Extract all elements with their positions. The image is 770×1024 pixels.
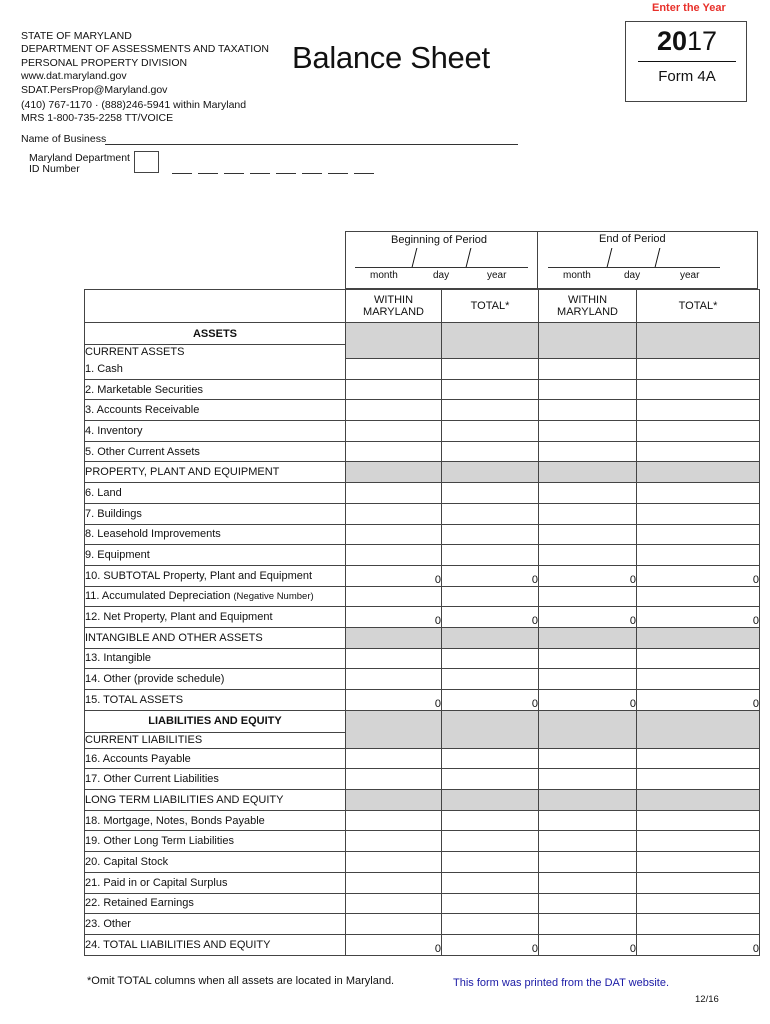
input-cell[interactable] [637, 545, 760, 566]
value-cell[interactable]: 0 [346, 690, 442, 711]
table-row [85, 421, 760, 442]
year-box [625, 21, 747, 102]
input-cell[interactable] [637, 872, 760, 893]
id-digit-slot[interactable] [276, 173, 296, 174]
end-year-label: year [680, 270, 700, 281]
dat-website-note[interactable]: This form was printed from the DAT website. [453, 977, 669, 989]
input-cell[interactable] [637, 441, 760, 462]
shaded-cell [346, 710, 442, 748]
begin-year-label: year [487, 270, 507, 281]
shaded-cell [539, 323, 637, 359]
input-cell[interactable] [442, 669, 539, 690]
agency-phone: (410) 767-1170 · (888)246-5941 within Maryland [21, 99, 247, 112]
row-label-accounts-payable: 16. Accounts Payable [85, 748, 346, 769]
row-label-accounts-receivable: 3. Accounts Receivable [85, 400, 346, 421]
input-cell[interactable] [637, 914, 760, 935]
value-cell[interactable]: 0 [637, 934, 760, 955]
section-row-intangible [85, 627, 760, 648]
column-header-row [85, 290, 760, 323]
shaded-cell [442, 710, 539, 748]
table-row [85, 565, 760, 586]
table-row [85, 831, 760, 852]
shaded-cell [539, 790, 637, 811]
row-label-total-assets: 15. TOTAL ASSETS [85, 690, 346, 711]
input-cell[interactable] [346, 872, 442, 893]
row-label-inventory: 4. Inventory [85, 421, 346, 442]
input-cell[interactable] [637, 524, 760, 545]
input-cell[interactable] [637, 483, 760, 504]
page-title: Balance Sheet [292, 40, 490, 75]
input-cell[interactable] [442, 769, 539, 790]
input-cell[interactable] [442, 421, 539, 442]
input-cell[interactable] [637, 503, 760, 524]
end-period-label: End of Period [599, 233, 666, 245]
input-cell[interactable] [637, 586, 760, 607]
table-row [85, 669, 760, 690]
input-cell[interactable] [442, 748, 539, 769]
year-suffix: 17 [687, 26, 718, 56]
input-cell[interactable] [637, 421, 760, 442]
row-label-other-long-term: 19. Other Long Term Liabilities [85, 831, 346, 852]
input-cell[interactable] [346, 748, 442, 769]
table-row [85, 893, 760, 914]
section-row-liabilities [85, 710, 760, 732]
row-label-leasehold: 8. Leasehold Improvements [85, 524, 346, 545]
agency-state: STATE OF MARYLAND [21, 30, 132, 42]
table-row [85, 503, 760, 524]
input-cell[interactable] [539, 831, 637, 852]
input-cell[interactable] [539, 648, 637, 669]
input-cell[interactable] [346, 586, 442, 607]
input-cell[interactable] [442, 379, 539, 400]
table-row [85, 914, 760, 935]
section-row-ppe [85, 462, 760, 483]
input-cell[interactable] [539, 545, 637, 566]
row-label-subtotal-ppe: 10. SUBTOTAL Property, Plant and Equipment [85, 565, 346, 586]
business-name-label: Name of Business [21, 133, 107, 145]
input-cell[interactable] [442, 872, 539, 893]
input-cell[interactable] [539, 503, 637, 524]
table-row [85, 648, 760, 669]
row-label-land: 6. Land [85, 483, 346, 504]
shaded-cell [539, 710, 637, 748]
input-cell[interactable] [539, 421, 637, 442]
row-label-buildings: 7. Buildings [85, 503, 346, 524]
input-cell[interactable] [539, 893, 637, 914]
row-label-other-assets: 14. Other (provide schedule) [85, 669, 346, 690]
row-label-cash: 1. Cash [85, 359, 346, 380]
department-id-label-line1: Maryland Department [29, 152, 130, 164]
input-cell[interactable] [442, 359, 539, 380]
input-cell[interactable] [539, 359, 637, 380]
id-digit-slot[interactable] [328, 173, 348, 174]
value-cell[interactable]: 0 [539, 607, 637, 628]
column-header-end-within: WITHIN MARYLAND [539, 290, 637, 323]
period-divider [537, 231, 538, 289]
input-cell[interactable] [539, 810, 637, 831]
input-cell[interactable] [637, 669, 760, 690]
input-cell[interactable] [637, 769, 760, 790]
table-row [85, 483, 760, 504]
value-cell[interactable]: 0 [539, 934, 637, 955]
input-cell[interactable] [442, 503, 539, 524]
table-row [85, 607, 760, 628]
input-cell[interactable] [442, 545, 539, 566]
input-cell[interactable] [442, 810, 539, 831]
balance-sheet-table [84, 289, 760, 956]
input-cell[interactable] [442, 483, 539, 504]
value-cell[interactable]: 0 [442, 565, 539, 586]
table-row [85, 441, 760, 462]
beginning-period-label: Beginning of Period [391, 234, 488, 246]
end-day-label: day [624, 270, 641, 281]
value-cell[interactable]: 0 [539, 565, 637, 586]
shaded-cell [442, 323, 539, 359]
table-row [85, 872, 760, 893]
input-cell[interactable] [346, 545, 442, 566]
shaded-cell [637, 790, 760, 811]
row-label-other-current-liabilities: 17. Other Current Liabilities [85, 769, 346, 790]
label-column-header [85, 290, 346, 323]
id-digit-slot[interactable] [354, 173, 374, 174]
input-cell[interactable] [637, 831, 760, 852]
table-row [85, 748, 760, 769]
input-cell[interactable] [346, 893, 442, 914]
row-label-accumulated-depreciation: 11. Accumulated Depreciation (Negative Number) [85, 586, 346, 607]
input-cell[interactable] [539, 914, 637, 935]
input-cell[interactable] [346, 483, 442, 504]
input-cell[interactable] [346, 421, 442, 442]
shaded-cell [346, 323, 442, 359]
value-cell[interactable]: 0 [637, 690, 760, 711]
input-cell[interactable] [346, 503, 442, 524]
end-month-label: month [563, 270, 591, 281]
row-label-other-current-assets: 5. Other Current Assets [85, 441, 346, 462]
table-row [85, 690, 760, 711]
input-cell[interactable] [346, 441, 442, 462]
input-cell[interactable] [539, 524, 637, 545]
agency-info [21, 30, 269, 126]
input-cell[interactable] [539, 852, 637, 873]
input-cell[interactable] [346, 400, 442, 421]
current-liabilities-heading: CURRENT LIABILITIES [85, 732, 346, 748]
input-cell[interactable] [346, 769, 442, 790]
agency-division: PERSONAL PROPERTY DIVISION [21, 56, 188, 69]
end-date-input[interactable] [548, 267, 720, 268]
input-cell[interactable] [539, 669, 637, 690]
table-row [85, 810, 760, 831]
beginning-date-input[interactable] [355, 267, 528, 268]
input-cell[interactable] [346, 524, 442, 545]
row-label-total-liabilities-equity: 24. TOTAL LIABILITIES AND EQUITY [85, 934, 346, 955]
table-row [85, 852, 760, 873]
shaded-cell [637, 627, 760, 648]
input-cell[interactable] [346, 669, 442, 690]
begin-day-label: day [433, 270, 450, 281]
column-header-end-total: TOTAL* [637, 290, 760, 323]
input-cell[interactable] [346, 379, 442, 400]
intangible-heading: INTANGIBLE AND OTHER ASSETS [85, 627, 346, 648]
table-row [85, 769, 760, 790]
table-row [85, 379, 760, 400]
department-id-label [29, 153, 130, 175]
liabilities-heading: LIABILITIES AND EQUITY [85, 710, 346, 732]
row-label-marketable-securities: 2. Marketable Securities [85, 379, 346, 400]
shaded-cell [539, 462, 637, 483]
id-digit-slot[interactable] [224, 173, 244, 174]
input-cell[interactable] [442, 648, 539, 669]
input-cell[interactable] [442, 586, 539, 607]
table-row [85, 545, 760, 566]
input-cell[interactable] [637, 359, 760, 380]
id-digit-slot[interactable] [198, 173, 218, 174]
ppe-heading: PROPERTY, PLANT AND EQUIPMENT [85, 462, 346, 483]
row-label-equipment: 9. Equipment [85, 545, 346, 566]
row-label-other-liabilities: 23. Other [85, 914, 346, 935]
input-cell[interactable] [346, 359, 442, 380]
shaded-cell [346, 627, 442, 648]
shaded-cell [442, 462, 539, 483]
agency-department: DEPARTMENT OF ASSESSMENTS AND TAXATION [21, 43, 269, 56]
input-cell[interactable] [637, 852, 760, 873]
row-label-retained-earnings: 22. Retained Earnings [85, 893, 346, 914]
input-cell[interactable] [637, 400, 760, 421]
table-row [85, 586, 760, 607]
input-cell[interactable] [637, 893, 760, 914]
id-digit-slot[interactable] [172, 173, 192, 174]
input-cell[interactable] [539, 483, 637, 504]
input-cell[interactable] [539, 748, 637, 769]
shaded-cell [539, 627, 637, 648]
agency-website-link[interactable]: www.dat.maryland.gov [21, 70, 127, 83]
input-cell[interactable] [442, 893, 539, 914]
shaded-cell [442, 627, 539, 648]
section-row-assets [85, 323, 760, 345]
input-cell[interactable] [442, 831, 539, 852]
input-cell[interactable] [346, 831, 442, 852]
input-cell[interactable] [442, 400, 539, 421]
input-cell[interactable] [346, 852, 442, 873]
value-cell[interactable]: 0 [442, 607, 539, 628]
input-cell[interactable] [637, 379, 760, 400]
input-cell[interactable] [442, 914, 539, 935]
year-prefix: 20 [656, 26, 687, 56]
input-cell[interactable] [539, 400, 637, 421]
input-cell[interactable] [442, 524, 539, 545]
input-cell[interactable] [539, 769, 637, 790]
input-cell[interactable] [346, 914, 442, 935]
value-cell[interactable]: 0 [539, 690, 637, 711]
table-row [85, 524, 760, 545]
value-cell[interactable]: 0 [442, 934, 539, 955]
year-field[interactable] [626, 26, 748, 57]
column-header-begin-within: WITHIN MARYLAND [346, 290, 442, 323]
business-name-input[interactable] [105, 144, 518, 145]
agency-email-link[interactable]: SDAT.PersProp@Maryland.gov [21, 83, 168, 96]
row-label-intangible: 13. Intangible [85, 648, 346, 669]
input-cell[interactable] [539, 586, 637, 607]
input-cell[interactable] [637, 748, 760, 769]
begin-month-label: month [370, 270, 398, 281]
section-row-long-term [85, 790, 760, 811]
value-cell[interactable]: 0 [346, 607, 442, 628]
shaded-cell [346, 790, 442, 811]
id-digit-slot[interactable] [250, 173, 270, 174]
input-cell[interactable] [539, 872, 637, 893]
shaded-cell [637, 462, 760, 483]
revision-date: 12/16 [695, 994, 719, 1005]
table-row [85, 400, 760, 421]
value-cell[interactable]: 0 [637, 607, 760, 628]
input-cell[interactable] [637, 648, 760, 669]
input-cell[interactable] [346, 810, 442, 831]
input-cell[interactable] [539, 379, 637, 400]
value-cell[interactable]: 0 [637, 565, 760, 586]
total-columns-footnote: *Omit TOTAL columns when all assets are located in Maryland. [87, 975, 395, 987]
table-row [85, 359, 760, 380]
input-cell[interactable] [442, 441, 539, 462]
enter-year-note: Enter the Year [652, 2, 726, 14]
id-digit-slot[interactable] [302, 173, 322, 174]
shaded-cell [637, 710, 760, 748]
row-label-capital-stock: 20. Capital Stock [85, 852, 346, 873]
value-cell[interactable]: 0 [442, 690, 539, 711]
row-label-net-ppe: 12. Net Property, Plant and Equipment [85, 607, 346, 628]
column-header-begin-total: TOTAL* [442, 290, 539, 323]
agency-mrs: MRS 1-800-735-2258 TT/VOICE [21, 112, 174, 125]
value-cell[interactable]: 0 [346, 565, 442, 586]
shaded-cell [442, 790, 539, 811]
table-row [85, 934, 760, 955]
long-term-heading: LONG TERM LIABILITIES AND EQUITY [85, 790, 346, 811]
year-divider [638, 61, 736, 62]
input-cell[interactable] [346, 648, 442, 669]
department-id-prefix-box[interactable] [134, 151, 159, 173]
form-number: Form 4A [658, 68, 716, 85]
row-label-mortgage: 18. Mortgage, Notes, Bonds Payable [85, 810, 346, 831]
input-cell[interactable] [442, 852, 539, 873]
department-id-label-line2: ID Number [29, 163, 80, 175]
shaded-cell [637, 323, 760, 359]
current-assets-heading: CURRENT ASSETS [85, 345, 346, 359]
row-label-paid-in-surplus: 21. Paid in or Capital Surplus [85, 872, 346, 893]
shaded-cell [346, 462, 442, 483]
input-cell[interactable] [637, 810, 760, 831]
assets-heading: ASSETS [85, 323, 346, 345]
value-cell[interactable]: 0 [346, 934, 442, 955]
input-cell[interactable] [539, 441, 637, 462]
